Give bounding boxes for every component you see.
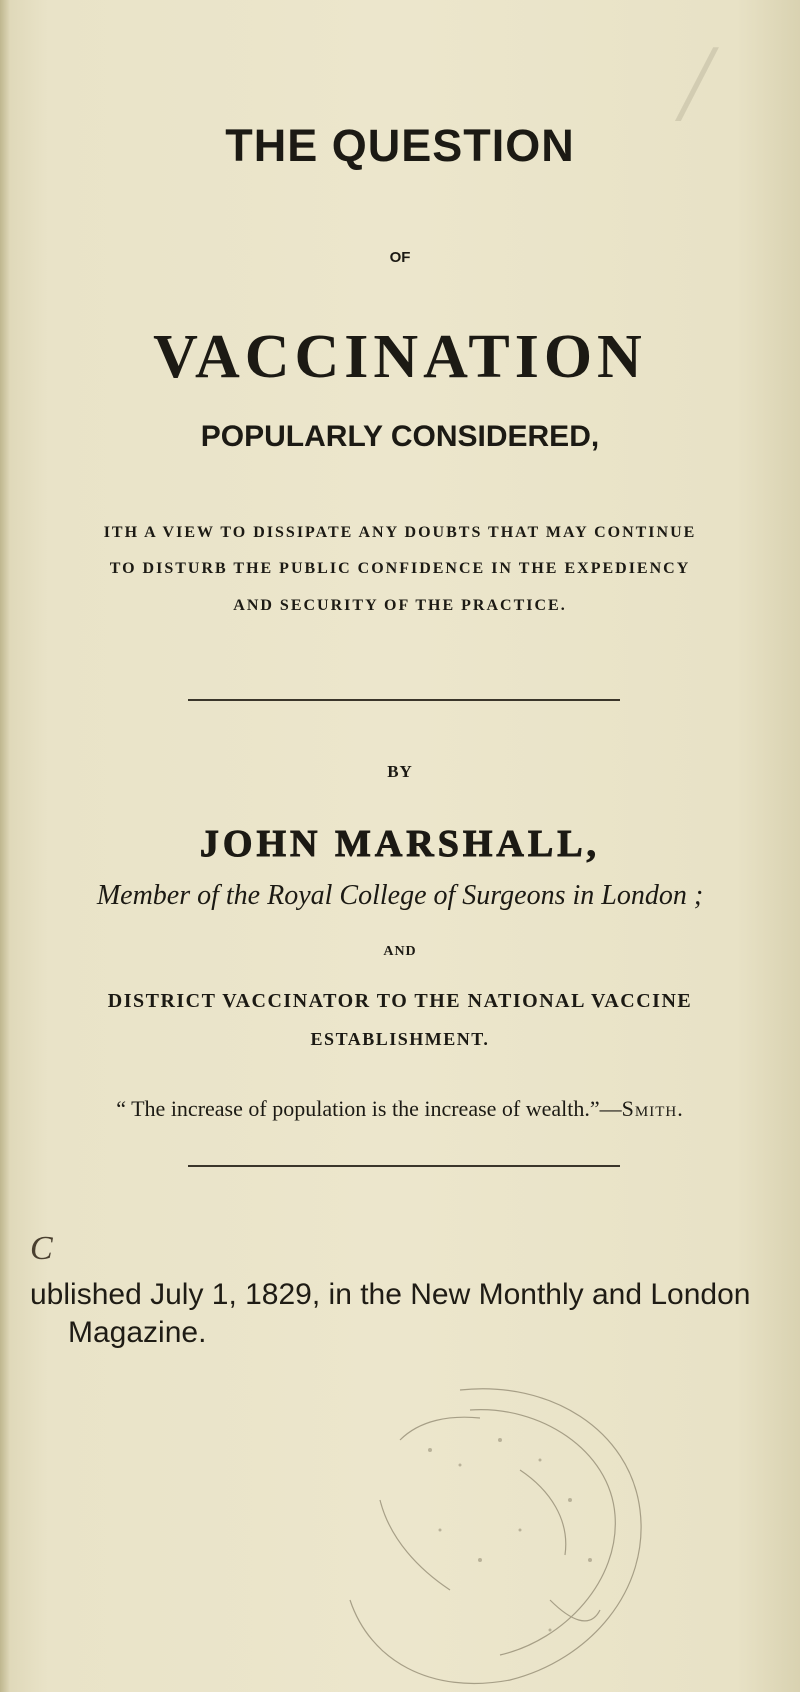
author-role-line-2: ESTABLISHMENT.: [310, 1029, 490, 1049]
epigraph-text: “ The increase of population is the increase of wealth.”—: [116, 1096, 622, 1121]
publication-line-2: Magazine.: [68, 1316, 207, 1349]
subtitle-line-3: AND SECURITY OF THE PRACTICE.: [233, 597, 567, 614]
divider-rule-top: [188, 699, 620, 701]
library-stamp-smudge: [220, 1300, 700, 1692]
publication-line-1: ublished July 1, 1829, in the New Monthly and London: [30, 1278, 751, 1311]
title-main: VACCINATION: [153, 323, 647, 391]
subtitle-line-2: TO DISTURB THE PUBLIC CONFIDENCE IN THE EXPEDIENCY: [109, 560, 691, 577]
author-affiliation: Member of the Royal College of Surgeons in London ;: [96, 880, 704, 911]
pencil-mark: /: [680, 22, 711, 144]
title-line-2: POPULARLY CONSIDERED,: [200, 420, 600, 453]
author-role-line-1: DISTRICT VACCINATOR TO THE NATIONAL VACCINE: [107, 990, 693, 1012]
byline-and: AND: [383, 944, 417, 959]
byline-by: BY: [387, 762, 413, 781]
author-name: JOHN MARSHALL,: [199, 823, 601, 865]
divider-rule-bottom: [188, 1165, 620, 1167]
title-of: OF: [389, 249, 411, 266]
handwritten-mark: C: [30, 1230, 53, 1267]
subtitle-line-1: ITH A VIEW TO DISSIPATE ANY DOUBTS THAT MAY CONTINUE: [103, 524, 697, 541]
title-line-1: THE QUESTION: [225, 120, 575, 171]
epigraph-source: Smith.: [621, 1096, 684, 1121]
epigraph: [0, 1096, 800, 1122]
